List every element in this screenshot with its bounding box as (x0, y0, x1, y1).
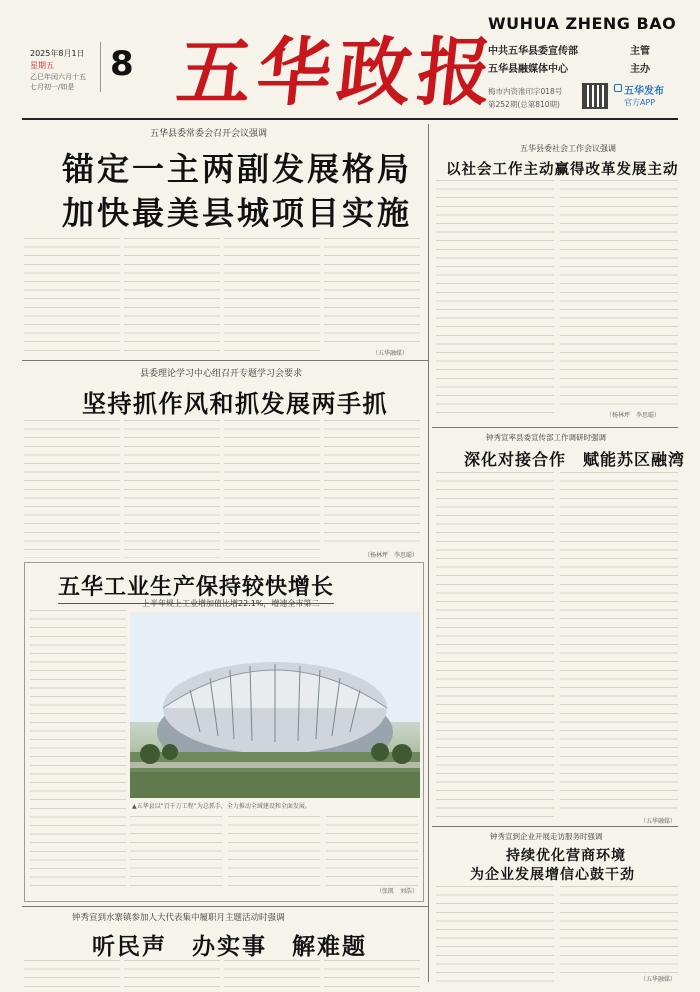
industry-body-col-1 (30, 610, 126, 892)
masthead-title: 五华政报 (172, 30, 502, 116)
lunar-date-1: 乙巳年闰六月十五 (30, 73, 86, 81)
role-1: 主管 (630, 46, 650, 57)
masthead-area (0, 0, 700, 118)
stadium-photo (130, 612, 420, 798)
lead-title-1: 锚定一主两副发展格局 (62, 150, 413, 188)
photo-caption: ▲五华县以“百千万工程”为总抓手，全力推动全域建设和全面发展。 (132, 803, 311, 810)
right-mid-body-2 (560, 472, 678, 814)
qr-code (582, 83, 608, 109)
reg-number: 梅市内资准印字018号 (488, 87, 563, 96)
right-bot-title-1: 持续优化营商环境 (506, 848, 626, 864)
app-subtitle: 官方APP (624, 98, 656, 107)
industry-body-col-4 (326, 816, 418, 886)
study-body-col-4 (324, 420, 420, 548)
col-divider (428, 124, 429, 982)
role-2: 主办 (630, 64, 650, 75)
study-body-col-3 (224, 420, 320, 558)
right-top-title: 以社会工作主动赢得改革发展主动 (446, 162, 679, 178)
lead-title-2: 加快最美县城项目实施 (62, 194, 413, 232)
study-body-col-2 (124, 420, 220, 558)
issue-weekday: 星期五 (30, 61, 54, 70)
study-credit: （杨林坪 李思聪） (364, 552, 419, 559)
app-name: 五华发布 (624, 86, 664, 97)
right-bot-body-2 (560, 886, 678, 974)
right-mid-kicker: 钟秀宣率县委宣传部工作调研时强调 (486, 433, 606, 442)
bottom-body-col-1 (24, 960, 120, 988)
right-mid-body-1 (436, 472, 554, 822)
right-bot-rule (432, 826, 678, 827)
industry-body-col-3 (228, 816, 320, 892)
lead-credit: （五华融媒） (372, 350, 409, 357)
header-rule (22, 118, 678, 120)
industry-body-col-2 (130, 816, 222, 892)
bottom-body-col-3 (224, 960, 320, 988)
industry-subtitle: 上半年规上工业增加值比增22.1%，增速全市第二 (142, 599, 320, 608)
issue-date: 2025年8月1日 (30, 49, 85, 58)
app-icon (614, 84, 622, 92)
pinyin-title: WUHUA ZHENG BAO (488, 14, 677, 33)
lead-body-col-4 (324, 238, 420, 346)
right-mid-title: 深化对接合作 赋能苏区融湾 (464, 450, 686, 469)
page-number: 8 (110, 44, 134, 84)
right-bot-credit: （五华融媒） (640, 976, 677, 983)
lead-body-col-1 (24, 238, 120, 356)
right-top-credit: （杨林坪 李思聪） (606, 412, 661, 419)
bottom-rule (22, 906, 428, 907)
bottom-title: 听民声 办实事 解难题 (92, 934, 367, 960)
study-kicker: 县委理论学习中心组召开专题学习会要求 (140, 369, 303, 379)
study-title: 坚持抓作风和抓发展两手抓 (82, 390, 388, 418)
sponsor-1: 中共五华县委宣传部 (488, 46, 578, 57)
right-bot-title-2: 为企业发展增信心鼓干劲 (470, 867, 635, 883)
industry-credit: （张凯 刘浩） (376, 888, 419, 895)
masthead-divider (100, 42, 101, 92)
lunar-date-2: 七月初一/如是 (30, 83, 75, 91)
bottom-kicker: 钟秀宣到水寨镇参加人大代表集中履职月主题活动时强调 (72, 913, 285, 923)
right-bot-body-1 (436, 886, 554, 982)
issue-number: 第252期(总第810期) (488, 100, 560, 109)
lead-body-col-3 (224, 238, 320, 356)
right-bot-kicker: 钟秀宣到企业开展走访服务时强调 (490, 832, 603, 841)
lead-kicker: 五华县委常委会召开会议强调 (150, 129, 268, 139)
study-body-col-1 (24, 420, 120, 558)
bottom-body-col-4 (324, 960, 420, 988)
right-top-body-1 (436, 180, 554, 416)
bottom-body-col-2 (124, 960, 220, 988)
stadium-illustration (130, 612, 420, 798)
right-top-body-2 (560, 180, 678, 408)
right-mid-credit: （五华融媒） (640, 818, 677, 825)
study-rule (22, 360, 428, 361)
industry-title: 五华工业生产保持较快增长 (58, 570, 334, 604)
right-mid-rule (432, 427, 678, 428)
right-top-kicker: 五华县委社会工作会议强调 (520, 144, 616, 153)
sponsor-2: 五华县融媒体中心 (488, 64, 568, 75)
lead-body-col-2 (124, 238, 220, 356)
